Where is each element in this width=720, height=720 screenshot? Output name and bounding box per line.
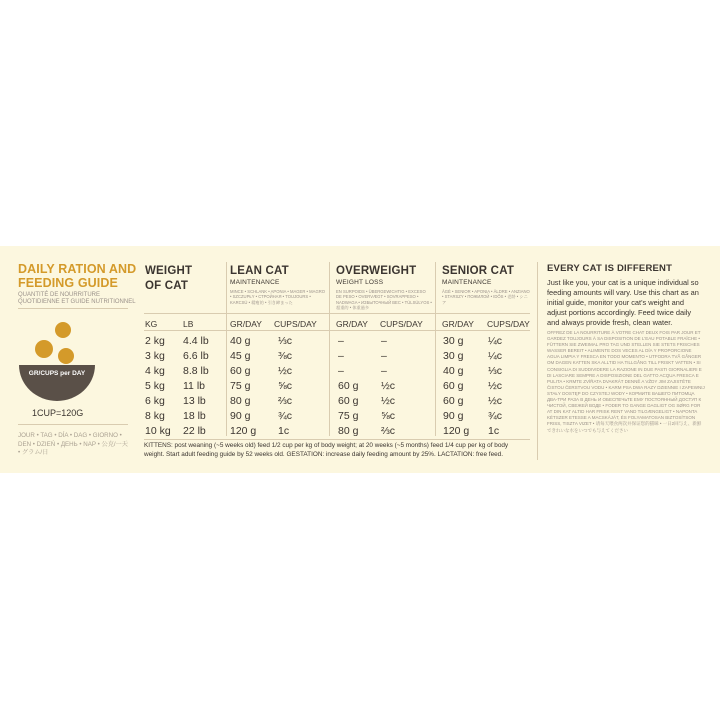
- cell-lean-gr: 80 g: [230, 395, 251, 407]
- cell-kg: 5 kg: [145, 380, 165, 392]
- bowl-label: GR/CUPS per DAY: [28, 370, 86, 377]
- cell-kg: 4 kg: [145, 365, 165, 377]
- cell-kg: 8 kg: [145, 410, 165, 422]
- cell-over-cups: –: [381, 350, 387, 362]
- senior-cat-translations: ÂGÉ • SENIOR • APONIA • ÄLDRE • ANZIANO • STARSZY • ПОЖИЛОЙ • IDŐS • 老龄 • シニア: [442, 289, 530, 305]
- cell-lean-cups: ¾c: [278, 410, 293, 422]
- guide-title-line-1: DAILY RATION AND: [18, 262, 137, 276]
- cell-senior-cups: ¼c: [488, 335, 503, 347]
- cell-over-cups: –: [381, 335, 387, 347]
- cell-over-gr: –: [338, 365, 344, 377]
- divider: [144, 439, 530, 440]
- cell-lean-gr: 45 g: [230, 350, 251, 362]
- guide-subtitle: [18, 292, 136, 306]
- guide-subtitle-line-2: QUOTIDIENNE ET GUIDE NUTRITIONNEL: [18, 299, 136, 305]
- cell-lb: 8.8 lb: [183, 365, 209, 377]
- unit-kg: KG: [145, 319, 158, 329]
- guide-title-line-2: FEEDING GUIDE: [18, 276, 118, 290]
- column-divider: [435, 262, 436, 436]
- senior-cat-header: [442, 264, 530, 305]
- cell-kg: 3 kg: [145, 350, 165, 362]
- info-title: EVERY CAT IS DIFFERENT: [547, 263, 673, 274]
- weight-header-line-2: OF CAT: [145, 280, 189, 292]
- divider: [144, 330, 530, 331]
- cell-senior-gr: 40 g: [443, 365, 464, 377]
- cell-senior-gr: 90 g: [443, 410, 464, 422]
- senior-cat-title: SENIOR CAT: [442, 265, 515, 277]
- cell-kg: 2 kg: [145, 335, 165, 347]
- panel-divider: [537, 262, 538, 460]
- unit-senior-gr: GR/DAY: [442, 319, 474, 329]
- cell-senior-gr: 60 g: [443, 395, 464, 407]
- cell-over-gr: 75 g: [338, 410, 359, 422]
- cell-senior-gr: 30 g: [443, 350, 464, 362]
- cell-lb: 11 lb: [183, 380, 205, 392]
- divider: [144, 313, 530, 314]
- divider: [18, 424, 128, 425]
- cell-over-gr: –: [338, 350, 344, 362]
- cell-lb: 4.4 lb: [183, 335, 209, 347]
- day-translations: JOUR • TAG • DÍA • DAG • GIORNO • DEN • DZIEŃ • ДЕНЬ • NAP • 公克/一天 • グラム/日: [18, 432, 128, 457]
- cup-conversion-note: 1CUP=120G: [32, 408, 84, 418]
- overweight-subtitle: WEIGHT LOSS: [336, 279, 384, 286]
- info-translations: OFFREZ DE LA NOURRITURE À VOTRE CHAT DEUX FOIS PAR JOUR ET GARDEZ TOUJOURS À SA DISPOSITION DE L'EAU POTABLE FRAÎCHE • FÜTTERN SIE ZWEIMAL PRO TAG UND STELLEN SIE STETS FRISCHES WASSER BEREIT • ALIMENTE DOS VECES AL DÍA Y PROPORCIONE AGUA LIMPIA Y FRESCA EN TODO MOMENTO • UTFODRA TVÅ GÅNGER OM DAGEN KATTEN SKA ALLTID HA TILLGÅNG TILL FRISKT VATTEN • SI CONSIGLIA DI SUDDIVIDERE LA RAZIONE IN DUE PASTI GIORNALIERI E DI LASCIARE SEMPRE A DISPOSIZIONE DEL GATTO ACQUA FRESCA E PULITA • KRMTE ZVÍŘATA DVAKRÁT DENNĚ A VŽDY JIM ZAJISTĚTE ČISTOU ČERSTVOU VODU • KARM PSA DWA RAZY DZIENNIE I ZAPEWNIJ STAŁY DOSTĘP DO CZYSTEJ WODY • КОРМИТЕ ВАШЕГО ПИТОМЦА ДВА-ТРИ РАЗА В ДЕНЬ И ОБЕСПЕЧЬТЕ ЕМУ ПОСТОЯННЫЙ ДОСТУП К ЧИСТОЙ, СВЕЖЕЙ ВОДЕ • FODER TO GANGE DAGLIGT OG SØRG FOR AT DIN KAT ALTID HAR FRISK RENT VAND TILGÆNGELIGT • NAPONTA KÉTSZER ETESSE A MACSKÁJÁT, ÉS FOLYAMATOSAN BIZTOSÍTSON FRISS, TISZTA VIZET • 请每天喂食两次并保证您的猫咪 • 一日2回与え、新鮮できれいな水をいつでも与えてください: [547, 330, 705, 433]
- cell-senior-cups: ¼c: [488, 350, 503, 362]
- cell-over-cups: ½c: [381, 395, 396, 407]
- lean-cat-header: [230, 264, 325, 305]
- column-divider: [329, 262, 330, 436]
- cell-lean-gr: 60 g: [230, 365, 251, 377]
- weight-header: [145, 264, 192, 294]
- feeding-guide-label: [0, 246, 720, 473]
- cell-senior-gr: 120 g: [443, 425, 470, 437]
- cell-over-gr: 60 g: [338, 395, 359, 407]
- column-divider: [226, 262, 227, 436]
- cell-lean-gr: 90 g: [230, 410, 251, 422]
- lean-cat-subtitle: MAINTENANCE: [230, 279, 280, 286]
- cell-senior-cups: ½c: [488, 395, 503, 407]
- food-bowl-icon: [17, 322, 97, 402]
- cell-lean-cups: ⅝c: [278, 380, 293, 392]
- cell-kg: 10 kg: [145, 425, 171, 437]
- cell-over-cups: –: [381, 365, 387, 377]
- kittens-footnote: KITTENS: post weaning (~5 weeks old) feed 1/2 cup per kg of body weight; at 20 weeks (~5 months) feed 1/4 cup per kg of body weight. Start adult feeding guide by 52 weeks old. GESTATION: increase daily feeding amount by 25%. LACTATION: free feed.: [144, 442, 509, 458]
- unit-lean-gr: GR/DAY: [230, 319, 262, 329]
- cell-lean-cups: ⅔c: [278, 395, 293, 407]
- overweight-header: [336, 264, 432, 311]
- cell-senior-gr: 60 g: [443, 380, 464, 392]
- cell-over-gr: –: [338, 335, 344, 347]
- cell-kg: 6 kg: [145, 395, 165, 407]
- overweight-translations: EN SURPOIDS • ÜBERGEWICHTIG • EXCESO DE PESO • OVERVÆGT • SOVRAPPESO • NADWAGA • ИЗБЫТОЧНЫЙ ВЕС • TÚLSÚLYOS • 超重的 • 体重過多: [336, 289, 432, 311]
- weight-header-line-1: WEIGHT: [145, 265, 193, 277]
- cell-senior-cups: ⅓c: [488, 365, 503, 377]
- guide-subtitle-line-1: QUANTITÉ DE NOURRITURE: [18, 292, 101, 298]
- unit-over-gr: GR/DAY: [336, 319, 368, 329]
- cell-lb: 6.6 lb: [183, 350, 209, 362]
- cell-senior-gr: 30 g: [443, 335, 464, 347]
- cell-over-cups: ⅔c: [381, 425, 396, 437]
- unit-lb: LB: [183, 319, 194, 329]
- cell-over-cups: ½c: [381, 380, 396, 392]
- cell-lean-gr: 40 g: [230, 335, 251, 347]
- info-paragraph: Just like you, your cat is a unique individual so feeding amounts will vary. Use this chart as an initial guide, monitor your cat's weight and adjust portions accordingly. Feed twice daily and always provide fresh, clean water.: [547, 278, 699, 328]
- lean-cat-translations: MINCE • SCHLANK • APONIA • MAGER • MAGRO • SZCZUPŁY • СТРОЙНАЯ • TOUJOURS • KARCSÚ • 精瘦的 • 引き締まった: [230, 289, 325, 305]
- cell-senior-cups: ½c: [488, 380, 503, 392]
- cell-over-gr: 60 g: [338, 380, 359, 392]
- divider: [18, 308, 128, 309]
- guide-title: [18, 262, 136, 290]
- cell-over-cups: ⅝c: [381, 410, 396, 422]
- cell-lean-cups: 1c: [278, 425, 290, 437]
- overweight-title: OVERWEIGHT: [336, 265, 417, 277]
- cell-lb: 13 lb: [183, 395, 206, 407]
- cell-lb: 18 lb: [183, 410, 206, 422]
- cell-lean-cups: ½c: [278, 365, 293, 377]
- senior-cat-subtitle: MAINTENANCE: [442, 279, 492, 286]
- cell-lb: 22 lb: [183, 425, 206, 437]
- cell-senior-cups: ¾c: [488, 410, 503, 422]
- cell-lean-cups: ⅜c: [278, 350, 293, 362]
- unit-over-cups: CUPS/DAY: [380, 319, 423, 329]
- cell-lean-gr: 75 g: [230, 380, 251, 392]
- unit-senior-cups: CUPS/DAY: [487, 319, 530, 329]
- lean-cat-title: LEAN CAT: [230, 265, 289, 277]
- cell-lean-cups: ⅓c: [278, 335, 293, 347]
- cell-lean-gr: 120 g: [230, 425, 257, 437]
- cell-over-gr: 80 g: [338, 425, 359, 437]
- cell-senior-cups: 1c: [488, 425, 500, 437]
- unit-lean-cups: CUPS/DAY: [274, 319, 317, 329]
